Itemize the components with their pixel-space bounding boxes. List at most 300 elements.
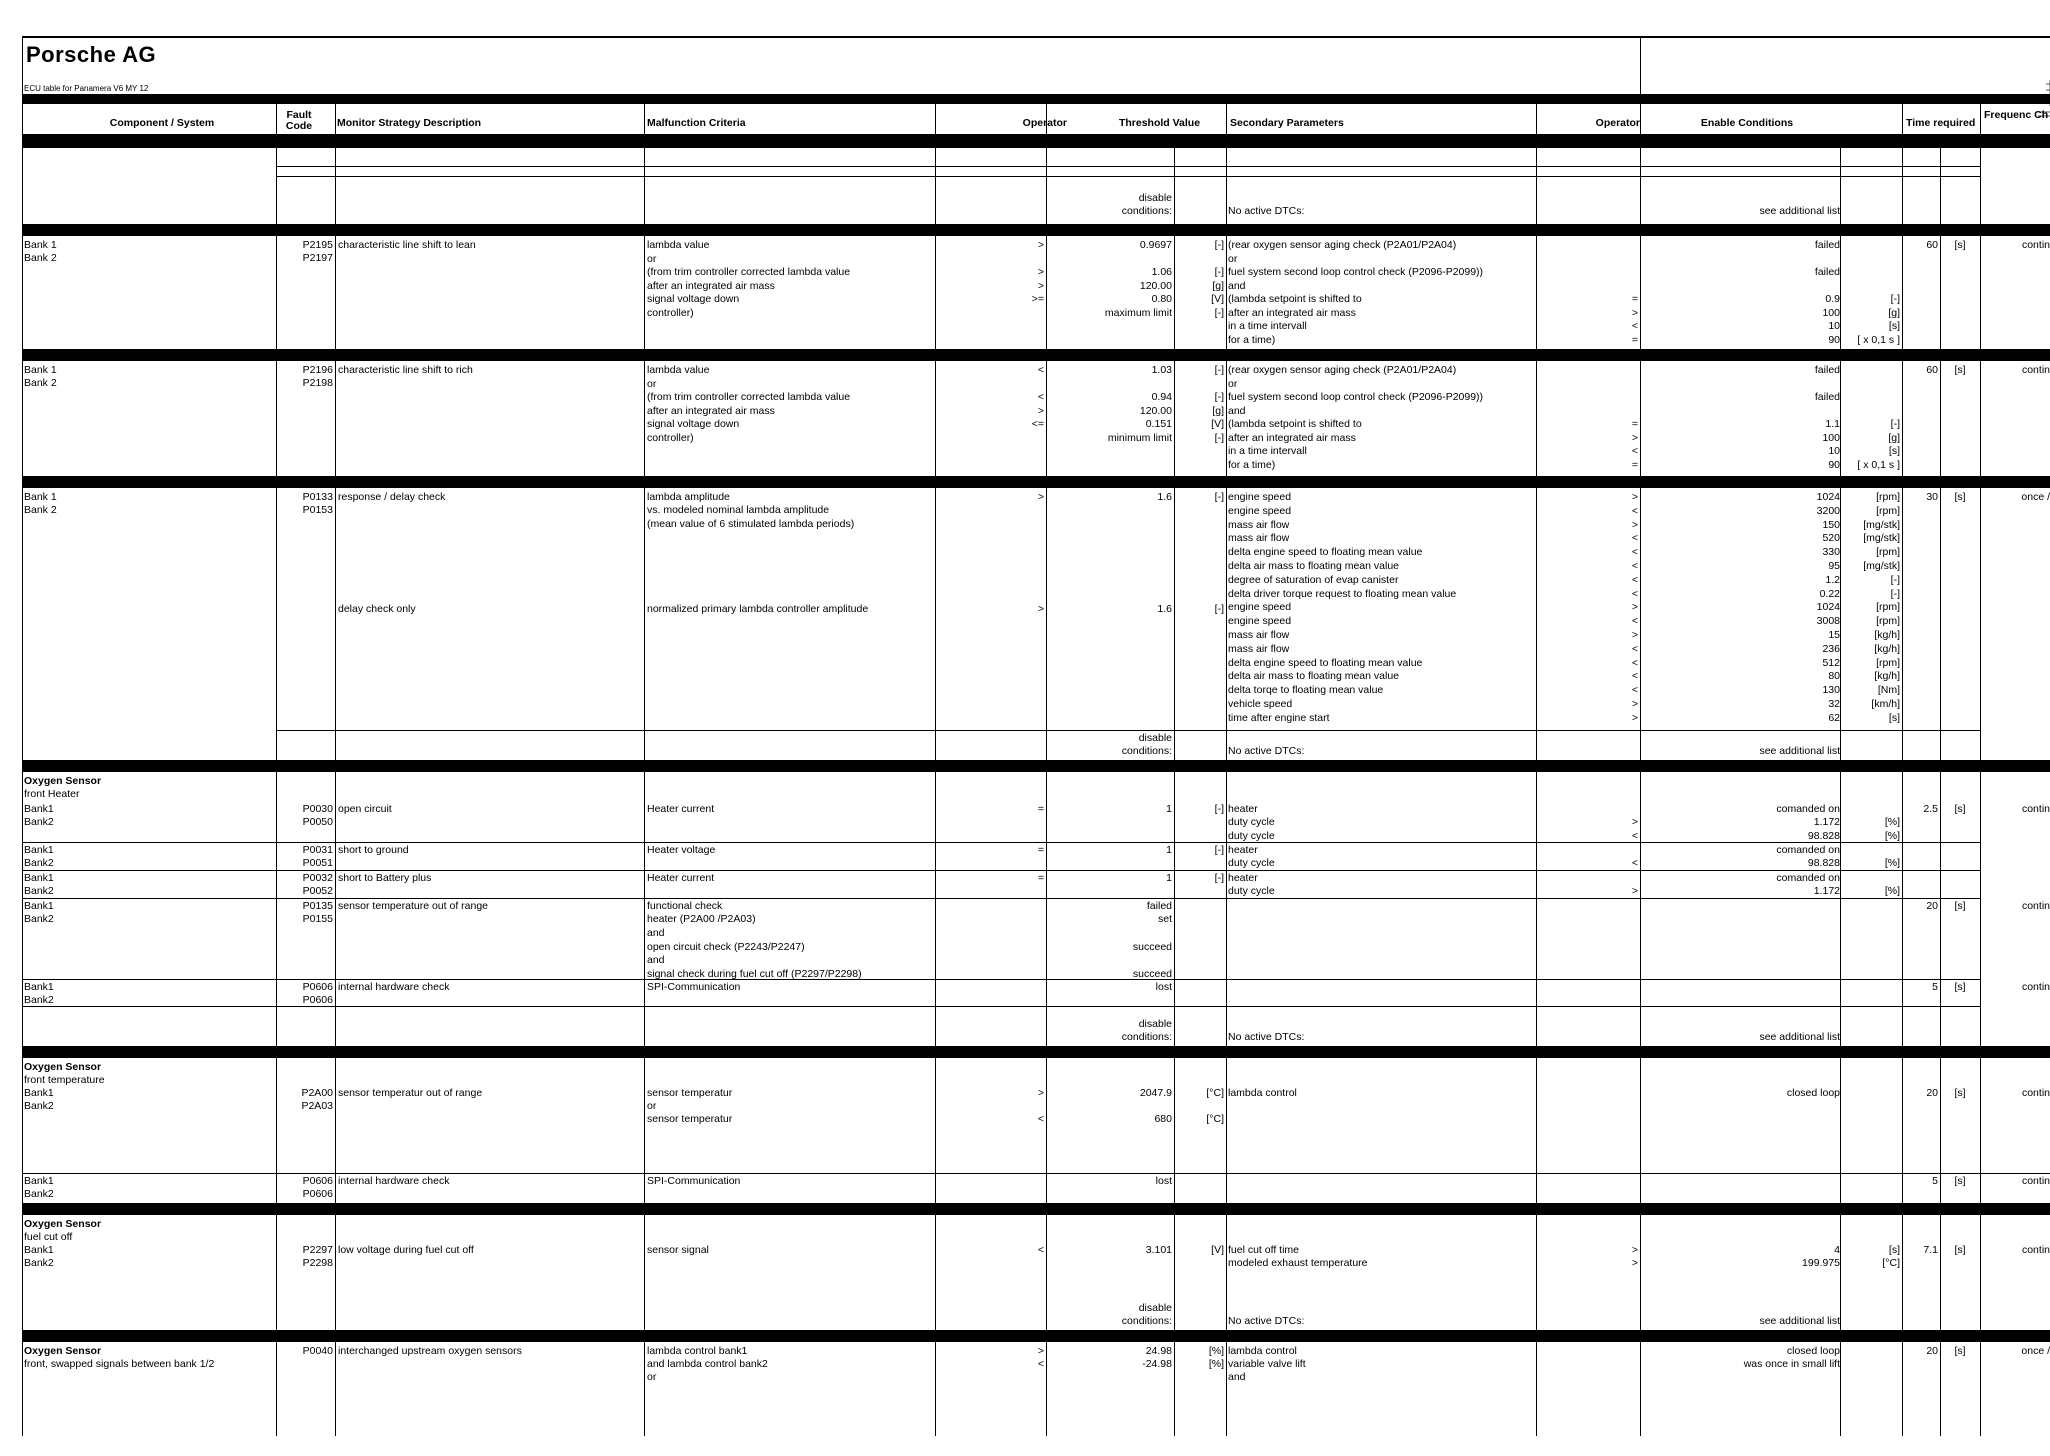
- fuel-sec-1: fuel cut off time: [1228, 1244, 1300, 1256]
- swap-sec-3: and: [1228, 1371, 1246, 1383]
- resp-enable-unit: [-]: [1890, 573, 1900, 586]
- frame-left: [22, 36, 23, 1436]
- fuel-enable-2: 199.975: [1802, 1257, 1840, 1269]
- heater-mal: heater (P2A00 /P2A03): [647, 913, 756, 925]
- heater-mal: Heater voltage: [647, 844, 716, 856]
- rich-thr: 120.00: [1139, 404, 1172, 417]
- heater-code: P0030: [302, 803, 333, 815]
- heater-thr-unit: [-]: [1214, 872, 1224, 884]
- lean-thr: 1.06: [1151, 266, 1172, 278]
- lean-thr: 0.9697: [1139, 239, 1172, 251]
- lean-enable: failed: [1814, 239, 1840, 251]
- lean-thr-unit: [-]: [1214, 306, 1224, 319]
- heater-sec-op: <: [1631, 857, 1638, 869]
- band-header: [22, 134, 2050, 148]
- fuel-thr-unit: [V]: [1211, 1244, 1224, 1256]
- swap-code: P0040: [302, 1345, 333, 1357]
- band-5: [22, 1046, 2050, 1058]
- rich-bank2: Bank 2: [24, 377, 57, 389]
- temp-code-4: P0606: [302, 1188, 333, 1200]
- resp-sec: engine speed: [1228, 601, 1292, 614]
- resp-sec-op: <: [1631, 532, 1638, 545]
- fuel-op: <: [1037, 1244, 1044, 1256]
- resp-sec: delta driver torque request to floating mean value: [1228, 587, 1457, 600]
- heater-sec: duty cycle: [1228, 857, 1275, 869]
- col-frequency: Frequenc Ch: [1984, 110, 2049, 121]
- lean-monitor: characteristic line shift to lean: [338, 239, 476, 251]
- resp-bank2: Bank 2: [24, 504, 57, 516]
- resp-enable-unit: [kg/h]: [1874, 629, 1900, 641]
- resp-code-2: P0153: [302, 504, 333, 516]
- rich-enable: 90: [1828, 458, 1840, 471]
- frame-top: [22, 36, 2050, 38]
- resp-mal2: normalized primary lambda controller amplitude: [647, 603, 869, 615]
- temp-thr-3: lost: [1155, 1175, 1172, 1187]
- temp-time-2: 5: [1932, 1175, 1938, 1187]
- heater-mal: Heater current: [647, 872, 715, 884]
- resp-sec: delta air mass to floating mean value: [1228, 560, 1400, 572]
- fuel-bank1: Bank1: [24, 1244, 54, 1256]
- resp-enable: 32: [1828, 698, 1840, 710]
- rich-time-unit: [s]: [1954, 364, 1966, 376]
- heater-thr-unit: [-]: [1214, 803, 1224, 815]
- swap-mal-3: or: [647, 1371, 657, 1383]
- col-operator: Operator: [1022, 117, 1067, 129]
- resp-sec-op: <: [1631, 560, 1638, 572]
- resp-op1: >: [1037, 491, 1044, 503]
- fuel-sec-2: modeled exhaust temperature: [1228, 1257, 1368, 1269]
- heater-bank: Bank1: [24, 900, 54, 912]
- resp-sec-op: >: [1631, 518, 1638, 531]
- temp-hw-bank2: Bank2: [24, 1188, 54, 1200]
- rich-sec: and: [1228, 404, 1246, 417]
- rich-mal: (from trim controller corrected lambda value: [647, 391, 851, 403]
- resp-op2: >: [1037, 603, 1044, 615]
- resp-sec: engine speed: [1228, 491, 1292, 503]
- heater-freq-1: contin: [2021, 803, 2050, 815]
- rich-time: 60: [1926, 364, 1938, 376]
- resp-enable: 130: [1822, 684, 1840, 697]
- row-empty-1: [276, 166, 1980, 167]
- lean-thr-unit: [-]: [1214, 239, 1224, 251]
- fuel-time-unit: [s]: [1954, 1244, 1966, 1256]
- swap-monitor: interchanged upstream oxygen sensors: [338, 1345, 522, 1357]
- resp-sec-op: <: [1631, 573, 1638, 586]
- fuel-enable-unit-2: [°C]: [1882, 1257, 1900, 1269]
- see-list-3: see additional list: [1759, 1031, 1840, 1043]
- heater-time-1: 2.5: [1923, 803, 1938, 815]
- resp-enable-unit: [rpm]: [1876, 656, 1900, 669]
- rich-sec: (lambda setpoint is shifted to: [1228, 418, 1362, 430]
- resp-bank1: Bank 1: [24, 491, 57, 503]
- resp-freq: once /: [2021, 491, 2050, 503]
- resp-enable-unit: [mg/stk]: [1863, 518, 1900, 531]
- temp-thr-1: 2047.9: [1139, 1087, 1172, 1099]
- resp-sec: vehicle speed: [1228, 698, 1293, 710]
- resp-sec: engine speed: [1228, 615, 1292, 628]
- rich-enable: 10: [1828, 445, 1840, 457]
- rich-mal: controller): [647, 431, 694, 444]
- conditions-label-1: conditions:: [1121, 205, 1172, 217]
- see-list-4: see additional list: [1759, 1315, 1840, 1327]
- resp-enable-unit: [km/h]: [1871, 698, 1900, 710]
- row-empty-2: [276, 176, 1980, 177]
- fuel-comp-1: Oxygen Sensor: [24, 1218, 102, 1230]
- lean-thr: 0.80: [1151, 293, 1172, 305]
- heater-monitor: sensor temperature out of range: [338, 900, 489, 912]
- rich-sec: fuel system second loop control check (P2096-P2099)): [1228, 391, 1484, 403]
- fuel-enable-unit-1: [s]: [1888, 1244, 1900, 1256]
- lean-thr-unit: [-]: [1214, 266, 1224, 278]
- resp-code-1: P0133: [302, 491, 333, 503]
- fuel-code-1: P2297: [302, 1244, 333, 1256]
- swap-sec-2: variable valve lift: [1228, 1358, 1306, 1370]
- heater-thr: lost: [1155, 981, 1172, 993]
- resp-sec: mass air flow: [1228, 532, 1290, 545]
- heater-code: P0135: [302, 900, 333, 912]
- swap-enable-1: closed loop: [1786, 1345, 1840, 1357]
- lean-mal: or: [647, 252, 657, 265]
- heater-enable-unit: [%]: [1884, 830, 1900, 842]
- rich-sec-op: =: [1631, 458, 1638, 471]
- resp-time: 30: [1926, 491, 1938, 503]
- temp-unit-2: [°C]: [1206, 1113, 1224, 1125]
- fuel-comp-2: fuel cut off: [24, 1231, 73, 1243]
- heater-row-line: [22, 979, 1980, 980]
- heater-code: P0050: [302, 816, 333, 828]
- lean-thr: maximum limit: [1104, 306, 1172, 319]
- rich-code-2: P2198: [302, 377, 333, 389]
- swap-thr-1: 24.98: [1145, 1345, 1172, 1357]
- resp-thr1: 1.6: [1157, 491, 1172, 503]
- heater-comp-1: Oxygen Sensor: [24, 775, 102, 787]
- swap-freq: once /: [2021, 1345, 2050, 1357]
- swap-unit-1: [%]: [1208, 1345, 1224, 1357]
- swap-enable-2: was once in small lift: [1743, 1358, 1840, 1370]
- heater-sec: heater: [1228, 844, 1258, 856]
- heater-enable: comanded on: [1776, 844, 1840, 856]
- temp-code-2: P2A03: [301, 1100, 333, 1112]
- temp-freq-1: contin: [2021, 1087, 2050, 1099]
- lean-sec: and: [1228, 279, 1246, 292]
- rich-enable-unit: [ x 0,1 s ]: [1857, 458, 1900, 471]
- lean-bank1: Bank 1: [24, 239, 57, 251]
- resp-enable-unit: [s]: [1888, 711, 1900, 724]
- heater-code: P0032: [302, 872, 333, 884]
- lean-op: >: [1037, 266, 1044, 278]
- heater-bank: Bank1: [24, 981, 54, 993]
- heater-row-line: [22, 842, 1980, 843]
- resp-enable: 3008: [1816, 615, 1840, 628]
- disable-label-1: disable: [1138, 192, 1172, 204]
- no-dtcs-1: No active DTCs:: [1228, 205, 1305, 217]
- heater-enable: 1.172: [1813, 816, 1840, 828]
- resp-enable: 95: [1828, 560, 1840, 572]
- resp-sec-op: >: [1631, 491, 1638, 503]
- swap-thr-2: -24.98: [1142, 1358, 1172, 1370]
- heater-mal: Heater current: [647, 803, 715, 815]
- heater-time-unit-2: [s]: [1954, 900, 1966, 912]
- temp-time-1: 20: [1926, 1087, 1938, 1099]
- rich-enable-unit: [g]: [1888, 431, 1900, 444]
- rich-freq: contin: [2021, 364, 2050, 376]
- temp-monitor-2: internal hardware check: [338, 1175, 450, 1187]
- lean-op: >=: [1031, 293, 1044, 305]
- lean-enable-unit: [-]: [1890, 293, 1900, 305]
- heater-disable-line: [276, 1006, 1980, 1007]
- lean-sec-op: =: [1631, 293, 1638, 305]
- heater-enable: comanded on: [1776, 803, 1840, 815]
- band-6: [22, 1203, 2050, 1215]
- heater-op: =: [1037, 844, 1044, 856]
- heater-thr-unit: [-]: [1214, 844, 1224, 856]
- temp-time-unit-2: [s]: [1954, 1175, 1966, 1187]
- resp-enable: 520: [1822, 532, 1840, 545]
- lean-op: >: [1037, 239, 1044, 251]
- temp-unit-1: [°C]: [1206, 1087, 1224, 1099]
- lean-sec-op: =: [1631, 333, 1638, 346]
- resp-enable-unit: [Nm]: [1877, 684, 1900, 697]
- resp-enable-unit: [mg/stk]: [1863, 532, 1900, 545]
- resp-disable-line: [276, 730, 1980, 731]
- lean-enable: 10: [1828, 320, 1840, 332]
- lean-mal: signal voltage down: [647, 293, 740, 305]
- swap-comp-1: Oxygen Sensor: [24, 1345, 102, 1357]
- resp-enable: 1.2: [1825, 573, 1840, 586]
- resp-enable-unit: [-]: [1890, 587, 1900, 600]
- heater-sec: heater: [1228, 803, 1258, 815]
- no-dtcs-4: No active DTCs:: [1228, 1315, 1305, 1327]
- heater-monitor: short to ground: [338, 844, 409, 856]
- rich-sec: or: [1228, 377, 1238, 390]
- col-fault-code: Fault Code: [285, 109, 313, 132]
- rich-sec-op: <: [1631, 445, 1638, 457]
- heater-enable-unit: [%]: [1884, 816, 1900, 828]
- rich-enable: failed: [1814, 391, 1840, 403]
- heater-freq-3: contin: [2021, 981, 2050, 993]
- rich-sec: in a time intervall: [1228, 445, 1307, 457]
- heater-sec-op: <: [1631, 830, 1638, 842]
- heater-sec: duty cycle: [1228, 885, 1275, 897]
- lean-mal: (from trim controller corrected lambda value: [647, 266, 851, 278]
- heater-bank: Bank2: [24, 885, 54, 897]
- resp-sec-op: <: [1631, 642, 1638, 655]
- resp-enable: 0.22: [1819, 587, 1840, 600]
- col-malfunction: Malfunction Criteria: [647, 117, 746, 129]
- heater-time-unit-3: [s]: [1954, 981, 1966, 993]
- lean-mal: after an integrated air mass: [647, 279, 775, 292]
- heater-mal: functional check: [647, 900, 723, 912]
- rich-sec: after an integrated air mass: [1228, 431, 1356, 444]
- conditions-label-2: conditions:: [1121, 745, 1172, 757]
- resp-enable-unit: [rpm]: [1876, 601, 1900, 614]
- lean-code-1: P2195: [302, 239, 333, 251]
- temp-mal-4: SPI-Communication: [647, 1175, 741, 1187]
- heater-code: P0606: [302, 994, 333, 1006]
- no-dtcs-2: No active DTCs:: [1228, 745, 1305, 757]
- temp-time-unit-1: [s]: [1954, 1087, 1966, 1099]
- lean-bank2: Bank 2: [24, 252, 57, 264]
- resp-sec: mass air flow: [1228, 629, 1290, 641]
- temp-sec: lambda control: [1228, 1087, 1297, 1099]
- fuel-enable-1: 4: [1834, 1244, 1840, 1256]
- band-2: [22, 349, 2050, 361]
- swap-unit-2: [%]: [1208, 1358, 1224, 1370]
- resp-sec-op: >: [1631, 698, 1638, 710]
- resp-thr2: 1.6: [1157, 603, 1172, 615]
- temp-op-1: >: [1037, 1087, 1044, 1099]
- heater-bank: Bank2: [24, 816, 54, 828]
- lean-time-unit: [s]: [1954, 239, 1966, 251]
- resp-enable-unit: [rpm]: [1876, 504, 1900, 517]
- resp-enable: 236: [1822, 642, 1840, 655]
- rich-enable: failed: [1814, 364, 1840, 376]
- lean-sec: in a time intervall: [1228, 320, 1307, 332]
- temp-code-1: P2A00: [301, 1087, 333, 1099]
- lean-enable-unit: [s]: [1888, 320, 1900, 332]
- rich-monitor: characteristic line shift to rich: [338, 364, 473, 376]
- rich-thr-unit: [-]: [1214, 364, 1224, 376]
- rich-op: >: [1037, 404, 1044, 417]
- lean-thr-unit: [V]: [1211, 293, 1224, 305]
- rich-sec-op: >: [1631, 431, 1638, 444]
- lean-enable-unit: [g]: [1888, 306, 1900, 319]
- rich-mal: signal voltage down: [647, 418, 740, 430]
- swap-time: 20: [1926, 1345, 1938, 1357]
- temp-freq-2: contin: [2021, 1175, 2050, 1187]
- heater-sec: duty cycle: [1228, 816, 1275, 828]
- band-1: [22, 224, 2050, 236]
- temp-bank2: Bank2: [24, 1100, 54, 1112]
- lean-sec: (lambda setpoint is shifted to: [1228, 293, 1362, 305]
- fuel-freq: contin: [2021, 1244, 2050, 1256]
- heater-sec-op: >: [1631, 816, 1638, 828]
- heater-enable: 98.828: [1807, 857, 1840, 869]
- resp-enable: 1024: [1816, 601, 1840, 614]
- resp-sec-op: >: [1631, 629, 1638, 641]
- temp-mal-1: sensor temperatur: [647, 1087, 733, 1099]
- fuel-time: 7.1: [1923, 1244, 1938, 1256]
- lean-sec: fuel system second loop control check (P2096-P2099)): [1228, 266, 1484, 278]
- temp-comp-2: front temperature: [24, 1074, 105, 1086]
- temp-monitor-1: sensor temperatur out of range: [338, 1087, 483, 1099]
- rich-thr-unit: [V]: [1211, 418, 1224, 430]
- heater-monitor: short to Battery plus: [338, 872, 432, 884]
- resp-sec: mass air flow: [1228, 642, 1290, 655]
- heater-row-line: [22, 898, 1980, 899]
- resp-sec-op: >: [1631, 601, 1638, 614]
- heater-mal: SPI-Communication: [647, 981, 741, 993]
- resp-sec-op: <: [1631, 504, 1638, 517]
- heater-comp-2: front Heater: [24, 788, 80, 800]
- heater-bank: Bank2: [24, 857, 54, 869]
- swap-mal-1: lambda control bank1: [647, 1345, 748, 1357]
- resp-enable: 3200: [1816, 504, 1840, 517]
- rich-enable-unit: [-]: [1890, 418, 1900, 430]
- no-dtcs-3: No active DTCs:: [1228, 1031, 1305, 1043]
- heater-enable: 98.828: [1807, 830, 1840, 842]
- col-secondary: Secondary Parameters: [1230, 117, 1344, 129]
- lean-thr-unit: [g]: [1212, 279, 1224, 292]
- resp-sec-op: <: [1631, 656, 1638, 669]
- resp-sec-op: <: [1631, 684, 1638, 697]
- heater-code: P0031: [302, 844, 333, 856]
- resp-sec-op: <: [1631, 546, 1638, 559]
- fuel-monitor: low voltage during fuel cut off: [338, 1244, 474, 1256]
- page-title: Porsche AG: [26, 42, 157, 67]
- resp-enable: 150: [1822, 518, 1840, 531]
- rich-op: <: [1037, 391, 1044, 403]
- lean-mal: controller): [647, 306, 694, 319]
- heater-freq-2: contin: [2021, 900, 2050, 912]
- resp-mal-2: vs. modeled nominal lambda amplitude: [647, 504, 830, 516]
- col-enable: Enable Conditions: [1700, 117, 1794, 129]
- rich-code-1: P2196: [302, 364, 333, 376]
- lean-mal: lambda value: [647, 239, 710, 251]
- heater-thr: 1: [1166, 872, 1172, 884]
- heater-sec-op: >: [1631, 885, 1638, 897]
- col-component: Component / System: [109, 117, 215, 129]
- heater-mal: and: [647, 927, 665, 939]
- lean-sec: for a time): [1228, 333, 1276, 346]
- rich-thr: minimum limit: [1107, 431, 1172, 444]
- lean-time: 60: [1926, 239, 1938, 251]
- rich-sec-op: =: [1631, 418, 1638, 430]
- heater-op: =: [1037, 803, 1044, 815]
- resp-enable-unit: [rpm]: [1876, 491, 1900, 503]
- lean-sec: or: [1228, 252, 1238, 265]
- heater-thr: succeed: [1132, 941, 1172, 953]
- swap-mal-2: and lambda control bank2: [647, 1358, 768, 1370]
- temp-mal-3: sensor temperatur: [647, 1113, 733, 1125]
- rich-thr: 0.94: [1151, 391, 1172, 403]
- resp-enable-unit: [kg/h]: [1874, 642, 1900, 655]
- rich-mal: after an integrated air mass: [647, 404, 775, 417]
- resp-unit1: [-]: [1214, 491, 1224, 503]
- resp-unit2: [-]: [1214, 603, 1224, 615]
- resp-sec-op: <: [1631, 615, 1638, 628]
- heater-code: P0606: [302, 981, 333, 993]
- rich-thr-unit: [g]: [1212, 404, 1224, 417]
- lean-freq: contin: [2021, 239, 2050, 251]
- conditions-label-4: conditions:: [1121, 1315, 1172, 1327]
- rich-thr-unit: [-]: [1214, 431, 1224, 444]
- temp-hw-bank1: Bank1: [24, 1175, 54, 1187]
- heater-enable-unit: [%]: [1884, 857, 1900, 869]
- rich-thr: 0.151: [1145, 418, 1172, 430]
- temp-enable: closed loop: [1786, 1087, 1840, 1099]
- rich-sec: for a time): [1228, 458, 1276, 471]
- temp-mal-2: or: [647, 1100, 657, 1112]
- heater-enable: 1.172: [1813, 885, 1840, 897]
- resp-sec: delta air mass to floating mean value: [1228, 670, 1400, 683]
- lean-enable: failed: [1814, 266, 1840, 278]
- see-list-1: see additional list: [1759, 205, 1840, 217]
- heater-sec: duty cycle: [1228, 830, 1275, 842]
- heater-row-line: [22, 870, 1980, 871]
- heater-time-2: 20: [1926, 900, 1938, 912]
- resp-sec-op: <: [1631, 670, 1638, 683]
- rich-mal: or: [647, 377, 657, 390]
- temp-comp-1: Oxygen Sensor: [24, 1061, 102, 1073]
- heater-thr: succeed: [1132, 968, 1172, 980]
- rich-thr: 1.03: [1151, 364, 1172, 376]
- resp-sec: time after engine start: [1228, 711, 1330, 724]
- conditions-label-3: conditions:: [1121, 1031, 1172, 1043]
- swap-comp-2: front, swapped signals between bank 1/2: [24, 1358, 215, 1370]
- resp-time-unit: [s]: [1954, 491, 1966, 503]
- band-7: [22, 1330, 2050, 1342]
